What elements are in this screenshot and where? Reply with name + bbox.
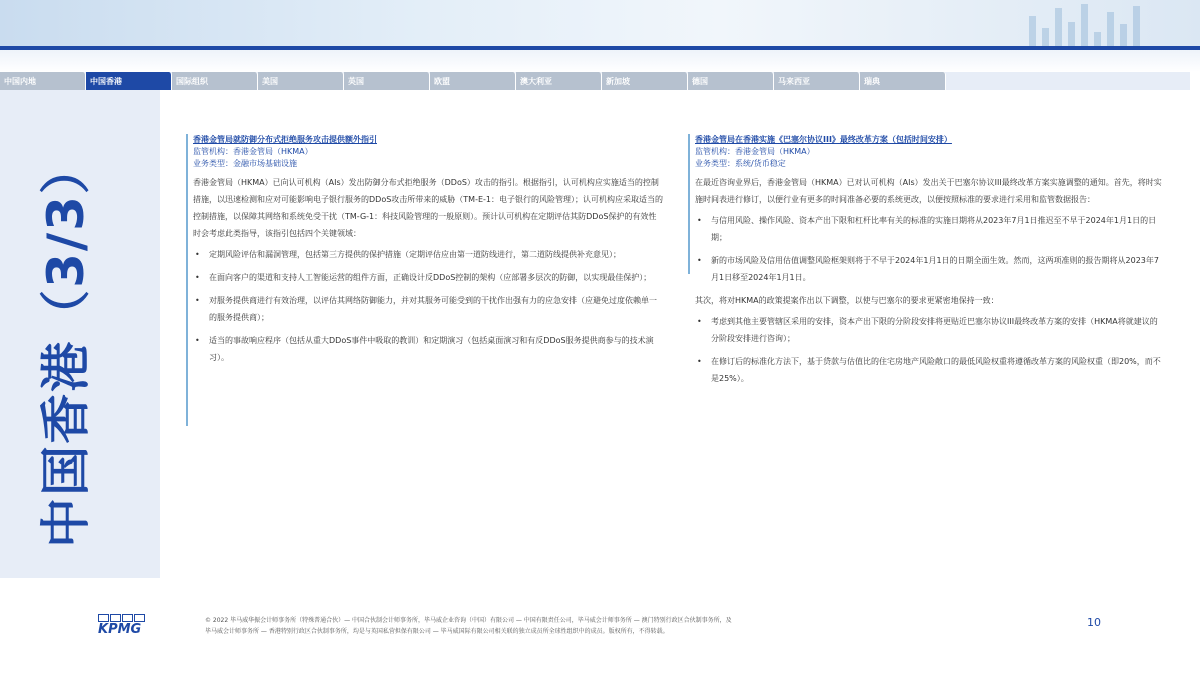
article-title[interactable]: 香港金管局就防御分布式拒绝服务攻击提供额外指引 — [193, 135, 377, 144]
page-number: 10 — [1087, 616, 1101, 629]
tab-uk[interactable]: 英国 — [344, 72, 430, 90]
vertical-title-wrap — [22, 140, 102, 550]
list-item: • 与信用风险、操作风险、资本产出下限和杠杆比率有关的标准的实施日期将从2023年7月1日推迟至不早于2024年1月1日的日期； — [695, 212, 1165, 246]
region-tabs — [0, 72, 946, 90]
list-item: • 考虑到其他主要管辖区采用的安排，资本产出下限的分阶段安排将更贴近巴塞尔协议III最终改革方案的安排（HKMA将就建议的分阶段安排进行咨询）； — [695, 313, 1165, 347]
article-paragraph: 其次，将对HKMA的政策提案作出以下调整，以使与巴塞尔的要求更紧密地保持一致： — [695, 296, 999, 305]
article-basel — [695, 134, 1165, 393]
list-item: • 对服务提供商进行有效治理，以评估其网络防御能力，并对其服务可能受到的干扰作出强有力的应急安排（应避免过度依赖单一的服务提供商）； — [193, 292, 663, 326]
article-rule — [688, 134, 690, 274]
article-rule — [186, 134, 188, 426]
tab-malaysia[interactable]: 马来西亚 — [774, 72, 860, 90]
tab-international[interactable]: 国际组织 — [172, 72, 258, 90]
bullet-list — [695, 212, 1165, 286]
footer-line: 毕马威会计师事务所 — 香港特别行政区合伙制事务所，均是与英国私营担保有限公司 — 毕马威国际有限公司相关联的独立成员所全球性组织中的成员。版权所有，不得转载。 — [205, 628, 669, 635]
article-ddos — [193, 134, 663, 372]
bullet-list — [193, 246, 663, 366]
kpmg-logo — [98, 614, 148, 638]
tab-singapore[interactable]: 新加坡 — [602, 72, 688, 90]
header-fade — [0, 50, 1200, 72]
tab-germany[interactable]: 德国 — [688, 72, 774, 90]
list-item: • 新的市场风险及信用估值调整风险框架则将于不早于2024年1月1日的日期全面生效。然而，这两项准则的报告期将从2023年7月1日移至2024年1月1日。 — [695, 252, 1165, 286]
list-item: • 适当的事故响应程序（包括从重大DDoS事件中吸取的教训）和定期演习（包括桌面演习和有反DDoS服务提供商参与的技术演习）。 — [193, 332, 663, 366]
bullet-list — [695, 313, 1165, 387]
list-item: • 在修订后的标准化方法下，基于贷款与估值比的住宅房地产风险敞口的最低风险权重将遵循改革方案的风险权重（即20%，而不是25%）。 — [695, 353, 1165, 387]
article-business-type: 业务类型：金融市场基础设施 — [193, 159, 297, 168]
vertical-title: 中国香港（3/3） — [37, 142, 95, 548]
article-paragraph: 在最近咨询业界后，香港金管局（HKMA）已对认可机构（AIs）发出关于巴塞尔协议III最终改革方案实施调整的通知。首先，将时实施时间表进行修订，以便行业有更多的时间准备必要的系统更改，以便按照标准的要求进行采用和监管数据报告： — [695, 178, 1162, 204]
tab-sweden[interactable]: 瑞典 — [860, 72, 946, 90]
list-item: • 在面向客户的渠道和支持人工智能运营的组件方面，正确设计反DDoS控制的架构（应部署多层次的防御，以实现最佳保护）； — [193, 269, 663, 286]
header-decoration — [1029, 0, 1140, 46]
article-regulator: 监管机构：香港金管局（HKMA） — [695, 147, 815, 156]
content-area — [160, 90, 1190, 578]
footer-line: © 2022 毕马威华振会计师事务所（特殊普通合伙）— 中国合伙制会计师事务所，毕马威企业咨询（中国）有限公司 — 中国有限责任公司，毕马威会计师事务所 — 澳门特别行政区合伙制事务所，及 — [205, 617, 732, 624]
tab-mainland[interactable]: 中国内地 — [0, 72, 86, 90]
article-paragraph: 香港金管局（HKMA）已向认可机构（AIs）发出防御分布式拒绝服务（DDoS）攻击的指引。根据指引，认可机构应实施适当的控制措施，以迅速检测和应对可能影响电子银行服务的DDoS攻击所带来的威胁（TM-E-1：电子银行的风险管理）；认可机构应采取适当的控制措施，以保障其网络和系统免受干扰（TM-G-1：科技风险管理的一般原则）。预计认可机构在定期评估其防DDoS保护的有效性时会考虑此类指导，该指引包括四个关键领域： — [193, 178, 663, 238]
logo-boxes — [98, 614, 148, 622]
footer-copyright — [205, 615, 1005, 637]
tab-hong-kong[interactable]: 中国香港 — [86, 72, 172, 90]
header-band — [0, 0, 1200, 46]
logo-wordmark: KPMG — [98, 622, 142, 637]
tab-australia[interactable]: 澳大利亚 — [516, 72, 602, 90]
article-regulator: 监管机构：香港金管局（HKMA） — [193, 147, 313, 156]
tab-eu[interactable]: 欧盟 — [430, 72, 516, 90]
article-title[interactable]: 香港金管局在香港实施《巴塞尔协议III》最终改革方案（包括时间安排） — [695, 135, 952, 144]
list-item: • 定期风险评估和漏洞管理，包括第三方提供的保护措施（定期评估应由第一道防线进行，第二道防线提供补充意见）； — [193, 246, 663, 263]
article-business-type: 业务类型：系统/货币稳定 — [695, 159, 786, 168]
tab-us[interactable]: 美国 — [258, 72, 344, 90]
